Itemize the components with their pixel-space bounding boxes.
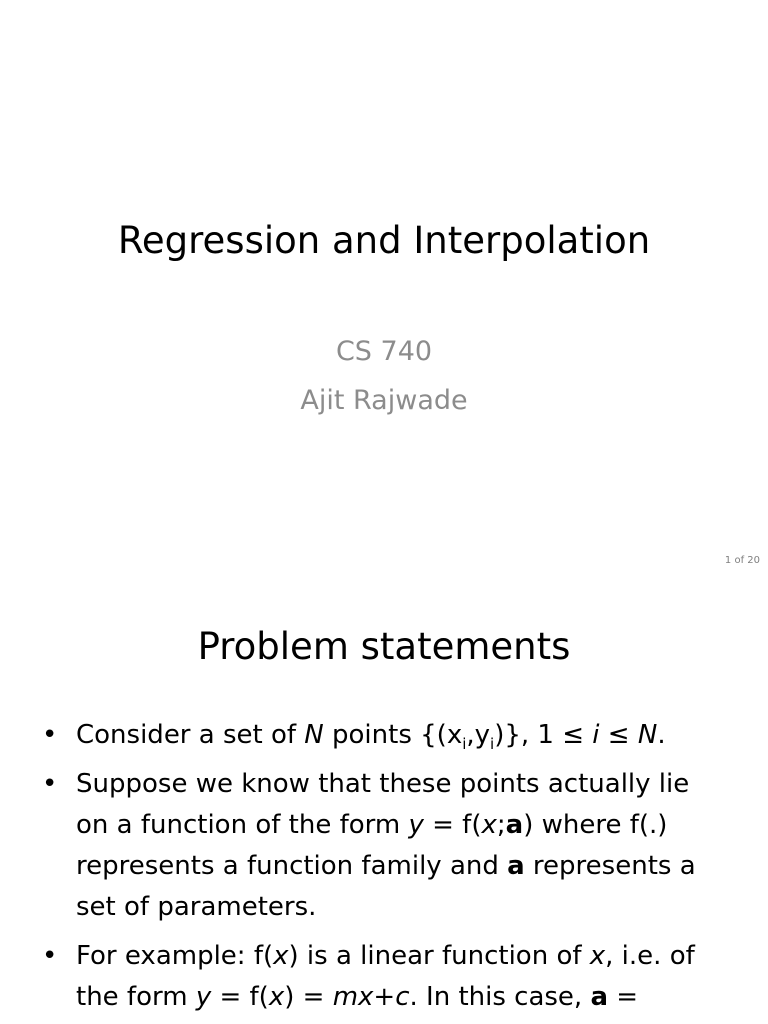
bullet-list	[42, 715, 722, 1024]
bullet-text-run: For example: f(	[76, 941, 274, 971]
bullet-text-run: = f(	[211, 982, 269, 1012]
author-name: Ajit Rajwade	[300, 385, 468, 416]
bullet-text-run: i	[490, 735, 495, 754]
bullet-text-run: ,y	[466, 720, 491, 750]
bullet-text-run: .	[657, 720, 666, 750]
bullet-item	[42, 764, 722, 928]
bullet-text-run: y	[408, 810, 424, 840]
bullet-text-run: a	[505, 810, 524, 840]
bullet-text-run: x	[589, 941, 606, 971]
bullet-text-run: ;	[496, 810, 506, 840]
bullet-text-run: x	[273, 941, 289, 971]
bullet-marker: •	[42, 720, 58, 750]
bullet-text-run: Suppose we know that these points actually lie on a function of the form	[76, 769, 690, 840]
section-title: Problem statements	[197, 625, 571, 668]
bullet-marker: •	[42, 941, 58, 971]
bullet-text-run: ) is a linear function of	[288, 941, 590, 971]
bullet-text-run: ≤	[599, 720, 638, 750]
bullet-text-run: points {(x	[323, 720, 463, 750]
bullet-text-run: Consider a set of	[76, 720, 305, 750]
bullet-item	[42, 936, 722, 1018]
bullet-item	[42, 715, 722, 756]
bullet-text-run: )}, 1 ≤	[494, 720, 593, 750]
bullet-text-run: , i.e. of the form	[76, 941, 695, 1012]
bullet-text-run: . In this case,	[409, 982, 591, 1012]
bullet-text-run: x	[268, 982, 285, 1012]
bullet-text-run: ) =	[284, 982, 333, 1012]
bullet-marker: •	[42, 769, 58, 799]
slide-title: Regression and Interpolation	[117, 219, 651, 262]
bullet-text-run: N	[637, 720, 658, 750]
bullet-text-run: i	[592, 720, 600, 750]
bullet-text-run: a	[507, 851, 525, 881]
bullet-text-run: ) where f(.) represents a function family and	[76, 810, 668, 881]
bullet-text-run: x	[481, 810, 497, 840]
bullet-text-run: i	[462, 735, 467, 754]
page-counter: 1 of 20	[724, 555, 760, 566]
bullet-text-run: N	[304, 720, 324, 750]
bullet-text-run: represents a set of parameters.	[76, 851, 696, 922]
course-code: CS 740	[335, 336, 433, 367]
bullet-text-run: =	[608, 982, 639, 1012]
bullet-text-run: y	[195, 982, 212, 1012]
bullet-text-run: mx+c	[332, 982, 410, 1012]
bullet-text-run: a	[590, 982, 608, 1012]
bullet-text-run: = f(	[423, 810, 482, 840]
